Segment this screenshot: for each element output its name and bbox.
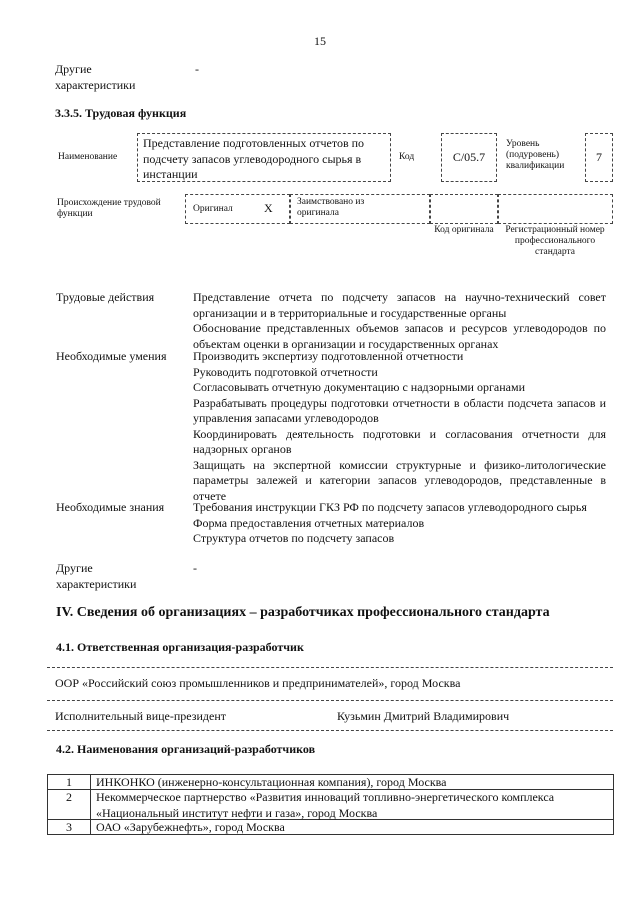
- action-item: Представление отчета по подсчету запасов на научно-технический совет организации и в территориальные и государственные органы: [193, 290, 606, 320]
- table-cell-num: 1: [66, 775, 72, 789]
- actions-label: Трудовые действия: [56, 290, 155, 304]
- knowledge-item: Структура отчетов по подсчету запасов: [193, 531, 395, 545]
- page-number: 15: [314, 34, 326, 48]
- org-name: ООР «Российский союз промышленников и предпринимателей», город Москва: [55, 676, 461, 690]
- sub42-heading: 4.2. Наименования организаций-разработчиков: [56, 742, 316, 756]
- knowledge-item: Требования инструкции ГКЗ РФ по подсчету запасов углеводородного сырья: [193, 500, 587, 514]
- code-original-label: Код оригинала: [434, 225, 494, 235]
- other-value: -: [193, 561, 197, 575]
- code-label: Код: [399, 152, 415, 162]
- reg-number-label: Регистрационный номер профессионального стандарта: [505, 225, 605, 257]
- actions-list: [193, 290, 606, 352]
- original-mark: X: [264, 201, 273, 215]
- action-item: Обоснование представленных объемов запасов и ресурсов углеводородов по объектам оценки в организации и государственных органах: [193, 321, 606, 351]
- sub41-heading: 4.1. Ответственная организация-разработчик: [56, 640, 304, 654]
- table-cell-name: Некоммерческое партнерство «Развития инноваций топливно-энергетического комплекса «Национальный институт нефти и газа», город Москва: [96, 790, 555, 820]
- org-bottom-line: [47, 730, 613, 731]
- skill-item: Координировать деятельность подготовки и согласования отчетности для надзорных органов: [193, 426, 606, 456]
- top-other-value: -: [195, 62, 199, 76]
- name-value: Представление подготовленных отчетов по подсчету запасов углеводородного сырья в инстанции: [143, 136, 365, 181]
- level-value: 7: [596, 150, 602, 164]
- top-other-label: Другие характеристики: [55, 62, 136, 92]
- code-original-box: [430, 194, 498, 224]
- level-label: Уровень (подуровень) квалификации: [506, 139, 565, 171]
- org-top-line: [47, 667, 613, 668]
- skill-item: Разрабатывать процедуры подготовки отчетности в области подсчета запасов и управления запасами углеводородов: [193, 395, 606, 425]
- person-name: Кузьмин Дмитрий Владимирович: [337, 709, 510, 723]
- skill-item: Защищать на экспертной комиссии структурные и физико-литологические параметры залежей и категории запасов углеводородов, представленные в отчете: [193, 457, 606, 503]
- org-mid-line: [47, 700, 613, 701]
- table-cell-num: 3: [66, 820, 72, 834]
- table-cell-name: ИНКОНКО (инженерно-консультационная компания), город Москва: [96, 775, 447, 789]
- section-heading: 3.3.5. Трудовая функция: [55, 106, 187, 120]
- knowledge-item: Форма предоставления отчетных материалов: [193, 515, 425, 530]
- position: Исполнительный вице-президент: [55, 709, 227, 723]
- reg-number-box: [498, 194, 613, 224]
- skills-label: Необходимые умения: [56, 349, 167, 363]
- table-cell-num: 2: [66, 790, 72, 804]
- knowledge-label: Необходимые знания: [56, 500, 165, 514]
- other-label: Другие характеристики: [56, 561, 137, 591]
- skills-list: [193, 349, 606, 504]
- skill-item: Руководить подготовкой отчетности: [193, 364, 378, 379]
- section-iv-heading: IV. Сведения об организациях – разработчиках профессионального стандарта: [56, 605, 550, 620]
- original-label: Оригинал: [193, 204, 233, 214]
- origin-label: Происхождение трудовой функции: [57, 198, 161, 219]
- skill-item: Производить экспертизу подготовленной отчетности: [193, 349, 464, 363]
- developers-table: [47, 774, 614, 835]
- code-value: С/05.7: [452, 150, 486, 164]
- name-label: Наименование: [58, 152, 118, 162]
- table-cell-name: ОАО «Зарубежнефть», город Москва: [96, 820, 285, 834]
- borrowed-label: Заимствовано из оригинала: [297, 197, 365, 218]
- skill-item: Согласовывать отчетную документацию с надзорными органами: [193, 380, 525, 394]
- knowledge-list: [193, 500, 606, 547]
- table-divider: [90, 775, 91, 834]
